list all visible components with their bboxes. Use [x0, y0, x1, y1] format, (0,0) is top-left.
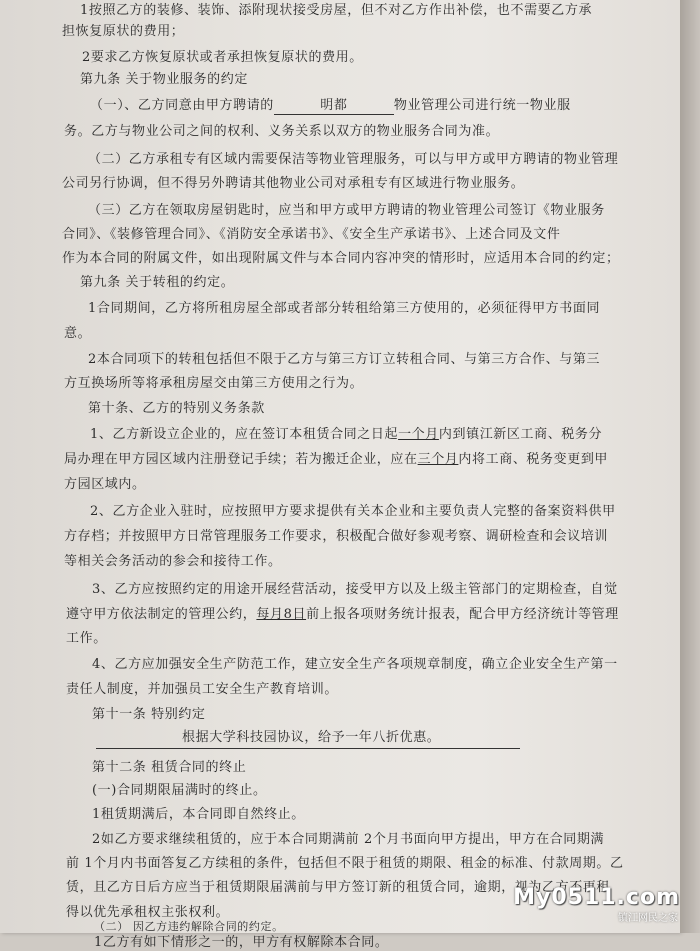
page-edge-shadow [680, 0, 700, 933]
text-line: 1按照乙方的装修、装饰、添附现状接受房屋，但不对乙方作出补偿，也不需要乙方承 [80, 3, 593, 18]
section-heading: 第十条、乙方的特别义务条款 [88, 401, 265, 416]
monthly-report-date: 每月8日 [256, 607, 307, 622]
text-line: 方园区域内。 [64, 477, 146, 492]
text-line: 2本合同项下的转租包括但不限于乙方与第三方订立转租合同、与第三方合作、与第三 [88, 352, 601, 367]
text-line: 4、乙方应加强安全生产防范工作，建立安全生产各项规章制度，确立企业安全生产第一 [92, 657, 618, 672]
text-line: 赁，且乙方日后方应当于租赁期限届满前与甲方签订新的租赁合同，逾期，视为乙方不再租 [66, 880, 611, 895]
text-line: 得以优先承租权主张权利。 [66, 905, 230, 920]
deadline-three-months: 三个月 [417, 452, 459, 467]
text-line: 担恢复原状的费用； [62, 24, 185, 39]
text-line: 意。 [64, 326, 92, 341]
text-line: （三）乙方在领取房屋钥匙时，应当和甲方或甲方聘请的物业管理公司签订《物业服务 [88, 203, 605, 218]
text-line: 务。乙方与物业公司之间的权利、义务关系以双方的物业服务合同为准。 [64, 124, 500, 139]
text-line: 3、乙方应按照约定的用途开展经营活动，接受甲方以及上级主管部门的定期检查，自觉 [92, 582, 618, 597]
section-heading: 第九条 关于转租的约定。 [80, 275, 235, 290]
text-line: 方存档；并按照甲方日常管理服务工作要求，积极配合做好参观考察、调研检查和会议培训 [64, 529, 609, 544]
text-line: 等相关会务活动的参会和接待工作。 [64, 554, 282, 569]
text-line: 1、乙方新设立企业的，应在签订本租赁合同之日起一个月内到镇江新区工商、税务分 [90, 427, 603, 442]
text-line: 2如乙方要求继续租赁的，应于本合同期满前 2个月书面向甲方提出，甲方在合同期满 [92, 832, 605, 847]
text-line: 2要求乙方恢复原状或者承担恢复原状的费用。 [82, 50, 363, 65]
text-line: （二）乙方承租专有区域内需要保洁等物业管理服务，可以与甲方或甲方聘请的物业管理 [88, 152, 619, 167]
text-line: 合同》、《装修管理合同》、《消防安全承诺书》、《安全生产承诺书》、上述合同及文件 [62, 227, 561, 242]
text-line: （一）、乙方同意由甲方聘请的 明都 物业管理公司进行统一物业服 [90, 98, 571, 113]
text-line: 1乙方有如下情形之一的，甲方有权解除本合同。 [94, 935, 389, 950]
deadline-one-month: 一个月 [398, 427, 439, 442]
site-watermark [513, 885, 680, 925]
text-line: 2、乙方企业入驻时，应按照甲方要求提供有关本企业和主要负责人完整的备案资料供甲 [90, 504, 616, 519]
text-line: 责任人制度，并加强员工安全生产教育培训。 [66, 682, 339, 697]
section-heading: 第十二条 租赁合同的终止 [92, 760, 247, 775]
section-heading: 第十一条 特别约定 [92, 707, 206, 722]
text-line: 工作。 [66, 631, 107, 646]
text-line: 1合同期间，乙方将所租房屋全部或者部分转租给第三方使用的，必须征得甲方书面同 [88, 301, 601, 316]
text-line: 公司另行协调，但不得另外聘请其他物业公司对承租专有区域进行物业服务。 [62, 176, 525, 191]
text-line: 作为本合同的附属文件，如出现附属文件与本合同内容冲突的情形时，应适用本合同的约定； [62, 251, 620, 266]
property-company-name: 明都 [274, 98, 394, 115]
text-line: 局办理在甲方园区域内注册登记手续；若为搬迁企业，应在三个月内将工商、税务变更到甲 [64, 452, 609, 467]
text-line: 前 1个月内书面答复乙方续租的条件，包括但不限于租赁的期限、租金的标准、付款周期。乙 [66, 856, 624, 871]
text-line: (一)合同期限届满时的终止。 [92, 783, 267, 798]
text-line: 方互换场所等将承租房屋交由第三方使用之行为。 [64, 376, 364, 391]
special-agreement-text: 根据大学科技园协议，给予一年八折优惠。 [182, 730, 441, 745]
watermark-logo: My0511.com [513, 885, 680, 910]
watermark-tagline: 镇江网民之家 [618, 913, 678, 924]
section-heading: 第九条 关于物业服务的约定 [80, 72, 248, 87]
special-agreement-underline [96, 748, 520, 749]
text-line: 遵守甲方依法制定的管理公约，每月8日前上报各项财务统计报表，配合甲方经济统计等管理 [66, 607, 619, 622]
section-heading: （二） 因乙方违约解除合同的约定。 [94, 920, 284, 933]
text-line: 1租赁期满后，本合同即自然终止。 [92, 807, 305, 822]
